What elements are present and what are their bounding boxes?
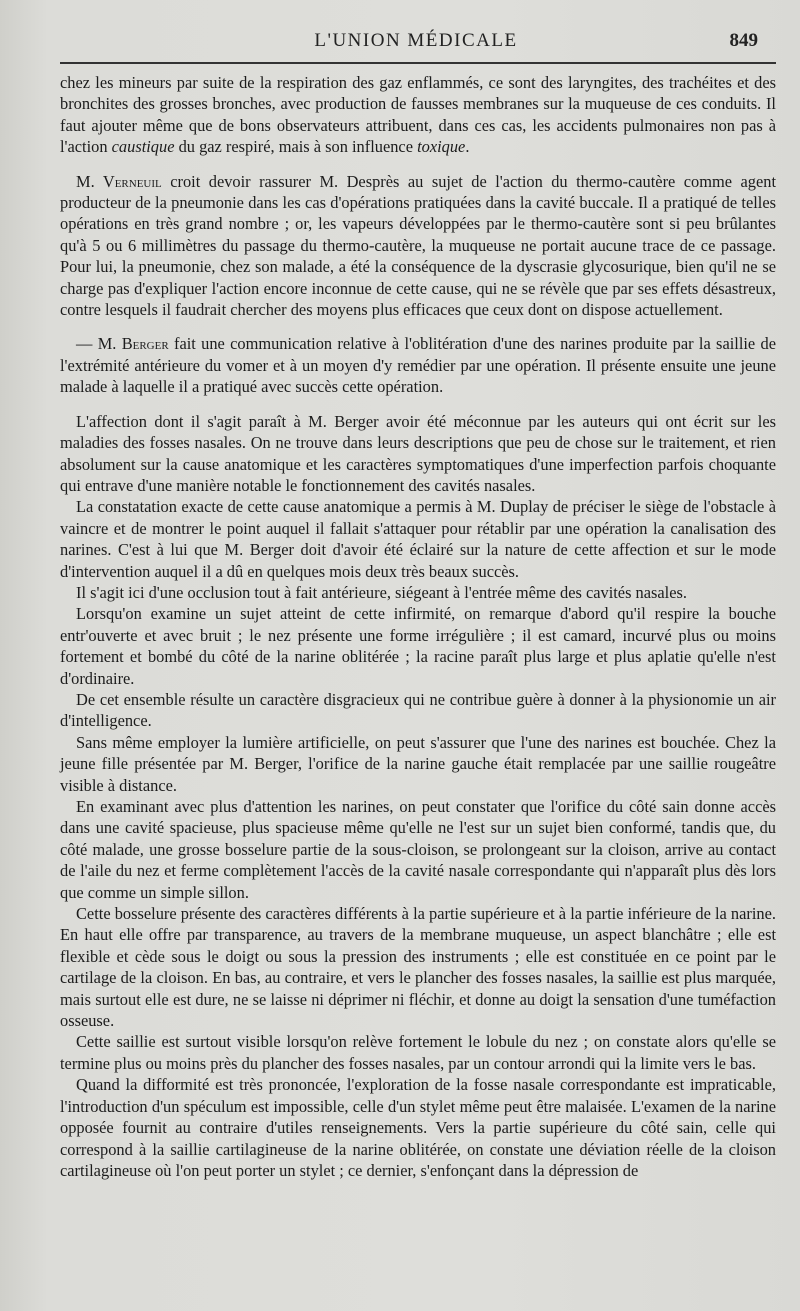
paragraph: Il s'agit ici d'une occlusion tout à fait antérieure, siégeant à l'entrée même des cavités nasales. [76, 582, 687, 602]
paragraph: Sans même employer la lumière artificielle, on peut s'assurer que l'une des narines est bouchée. Chez la jeune fille présentée par M. Berger, l'orifice de la narine gauche était remplacée par une saillie rougeâtre visible à distance. [60, 732, 776, 795]
text-body [60, 72, 776, 1181]
running-title: L'UNION MÉDICALE [314, 30, 518, 51]
paragraph: L'affection dont il s'agit paraît à M. Berger avoir été méconnue par les auteurs qui ont écrit sur les maladies des fosses nasales. On ne trouve dans leurs descriptions que peu de chose sur le traitement, et rien absolument sur la cause anatomique et les caractères symptomatiques d'une imperfection parfois choquante qui entrave d'une manière notable le fonctionnement des cavités nasales. [60, 411, 776, 495]
paragraph: Quand la difformité est très prononcée, l'exploration de la fosse nasale correspondante est impraticable, l'introduction d'un spéculum est impossible, celle d'un stylet même peut être malaisée. L'examen de la narine opposée fournit au contraire d'utiles renseignements. Vers la partie supérieure du côté sain, celle qui correspond à la saillie cartilagineuse de la narine oblitérée, on constate une déviation réelle de la cloison cartilagineuse où l'on peut porter un stylet ; ce dernier, s'enfonçant dans la dépression de [60, 1075, 776, 1180]
paragraph: Lorsqu'on examine un sujet atteint de cette infirmité, on remarque d'abord qu'il respire la bouche entr'ouverte et avec bruit ; le nez présente une forme irrégulière ; il est camard, incurvé plus ou moins fortement et bombé du côté de la narine oblitérée ; la racine paraît plus large et plus aplatie qu'elle n'est d'ordinaire. [60, 604, 776, 688]
paragraph: La constatation exacte de cette cause anatomique a permis à M. Duplay de préciser le siège de l'obstacle à vaincre et de montrer le point auquel il fallait s'attaquer pour rétablir par une opération la canalisation des narines. C'est à lui que M. Berger doit d'avoir été éclairé sur la nature de cette affection et sur le mode d'intervention auquel il a dû en quelques mois deux très beaux succès. [60, 497, 776, 581]
paragraph: Cette bosselure présente des caractères différents à la partie supérieure et à la partie inférieure de la narine. En haut elle offre par transparence, au travers de la membrane muqueuse, un aspect blanchâtre ; elle est flexible et cède sous le doigt ou sous la pression des instruments ; elle est constituée en ce point par le cartilage de la cloison. En bas, au contraire, et vers le plancher des fosses nasales, la saillie est plus marquée, mais surtout elle est dure, ne se laisse ni déprimer ni fléchir, et donne au doigt la sensation d'une tuméfaction osseuse. [60, 904, 776, 1031]
page-number: 849 [729, 30, 758, 51]
paragraph: En examinant avec plus d'attention les narines, on peut constater que l'orifice du côté sain donne accès dans une cavité spacieuse, plus spacieuse même qu'elle ne l'est sur un sujet bien conformé, tandis que, du côté malade, une grosse bosselure partie de la sous-cloison, se prolongeant sur la cloison, arrive au contact de l'aile du nez et ferme complètement l'accès de la cavité nasale correspondante qui n'apparaît plus dès lors que comme un simple sillon. [60, 797, 776, 902]
page-header [56, 30, 776, 60]
paragraph: chez les mineurs par suite de la respiration des gaz enflammés, ce sont des laryngites, des trachéites et des bronchites des grosses bronches, avec production de fausses membranes sur la muqueuse de ces conduits. Il faut ajouter même que de bons observateurs attribuent, dans ces cas, les accidents pulmonaires non pas à l'action caustique du gaz respiré, mais à son influence toxique. [60, 73, 776, 157]
speaker-name: Berger [121, 334, 169, 354]
paragraph: — M. Berger fait une communication relative à l'oblitération d'une des narines produite par la saillie de l'extrémité antérieure du vomer et à un moyen d'y remédier par une opération. Il présente ensuite une jeune malade à laquelle il a pratiqué avec succès cette opération. [60, 334, 776, 397]
header-rule [60, 62, 776, 64]
speaker-name: M. Verneuil [76, 171, 162, 191]
paragraph: De cet ensemble résulte un caractère disgracieux qui ne contribue guère à donner à la physionomie un air d'intelligence. [60, 689, 776, 731]
paragraph: M. Verneuil croit devoir rassurer M. Desprès au sujet de l'action du thermo-cautère comme agent producteur de la pneumonie dans les cas d'opérations pratiquées dans la cavité buccale. Il a pratiqué de telles opérations en très grand nombre ; or, les vapeurs développées par le thermo-cautère sont si peu brûlantes qu'à 5 ou 6 millimètres du passage du thermo-cautère, la muqueuse ne portait aucune trace de ce passage. Pour lui, la pneumonie, chez son malade, a été la conséquence de la dyscrasie glycosurique, bien qu'il ne se charge pas d'expliquer l'action encore inconnue de cette cause, qui ne se révèle que par ses effets désastreux, contre lesquels il faudrait chercher des moyens plus efficaces que ceux dont on dispose actuellement. [60, 171, 776, 320]
paragraph: Cette saillie est surtout visible lorsqu'on relève fortement le lobule du nez ; on constate alors qu'elle se termine plus ou moins près du plancher des fosses nasales, par un contour arrondi qui la limite vers le bas. [60, 1032, 776, 1073]
